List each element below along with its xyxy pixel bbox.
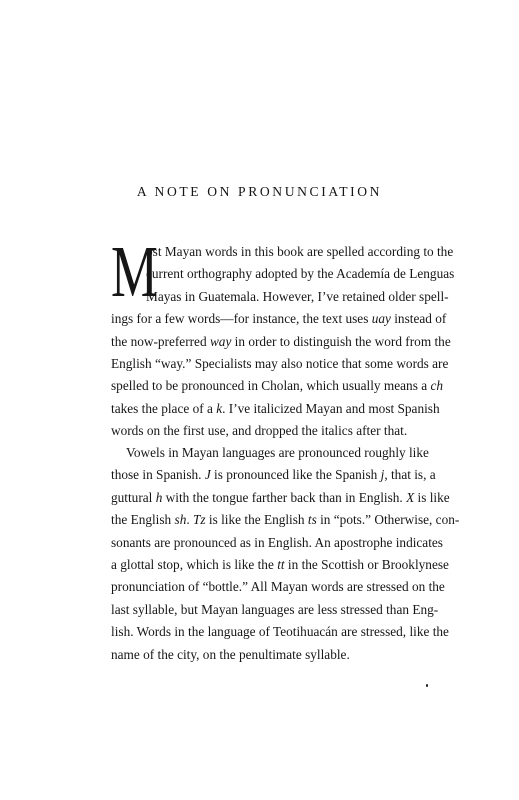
paragraph-2 <box>111 442 460 666</box>
paragraph-2-line: the English sh. Tz is like the English ts in “pots.” Otherwise, con- <box>111 512 460 528</box>
paragraph-2-line: a glottal stop, which is like the tt in the Scottish or Brooklynese <box>111 556 449 572</box>
paragraph-2-line: guttural h with the tongue farther back than in English. X is like <box>111 489 450 505</box>
paragraph-1-line: English “way.” Specialists may also notice that some words are <box>111 355 449 371</box>
paragraph-1-line: takes the place of a k. I’ve italicized Mayan and most Spanish <box>111 400 440 416</box>
paragraph-2-line: Vowels in Mayan languages are pronounced roughly like <box>126 445 429 460</box>
paragraph-2-line: those in Spanish. J is pronounced like the Spanish j, that is, a <box>111 467 436 483</box>
drop-cap: M <box>111 231 158 312</box>
page-title: A NOTE ON PRONUNCIATION <box>136 184 383 199</box>
paragraph-2-line: pronunciation of “bottle.” All Mayan words are stressed on the <box>111 579 445 595</box>
paragraph-2-line: sonants are pronounced as in English. An apostrophe indicates <box>111 534 443 550</box>
paragraph-1 <box>111 231 455 443</box>
paragraph-1-line: spelled to be pronounced in Cholan, which usually means a ch <box>111 378 443 394</box>
paragraph-1-line: the now-preferred way in order to distinguish the word from the <box>111 333 451 349</box>
paragraph-1-line: words on the first use, and dropped the italics after that. <box>111 423 408 439</box>
paragraph-1-line: ings for a few words—for instance, the text uses uay instead of <box>111 311 447 327</box>
paragraph-2-line: name of the city, on the penultimate syllable. <box>111 646 350 662</box>
paragraph-2-line: last syllable, but Mayan languages are less stressed than Eng- <box>111 601 439 617</box>
paragraph-2-line: lish. Words in the language of Teotihuacán are stressed, like the <box>111 624 449 640</box>
paragraph-1-line: Mayas in Guatemala. However, I’ve retained older spell- <box>146 288 449 304</box>
paragraph-1-line: current orthography adopted by the Academía de Lenguas <box>146 266 455 282</box>
paragraph-1-line: ost Mayan words in this book are spelled according to the <box>146 244 454 259</box>
ink-speck <box>426 684 428 687</box>
